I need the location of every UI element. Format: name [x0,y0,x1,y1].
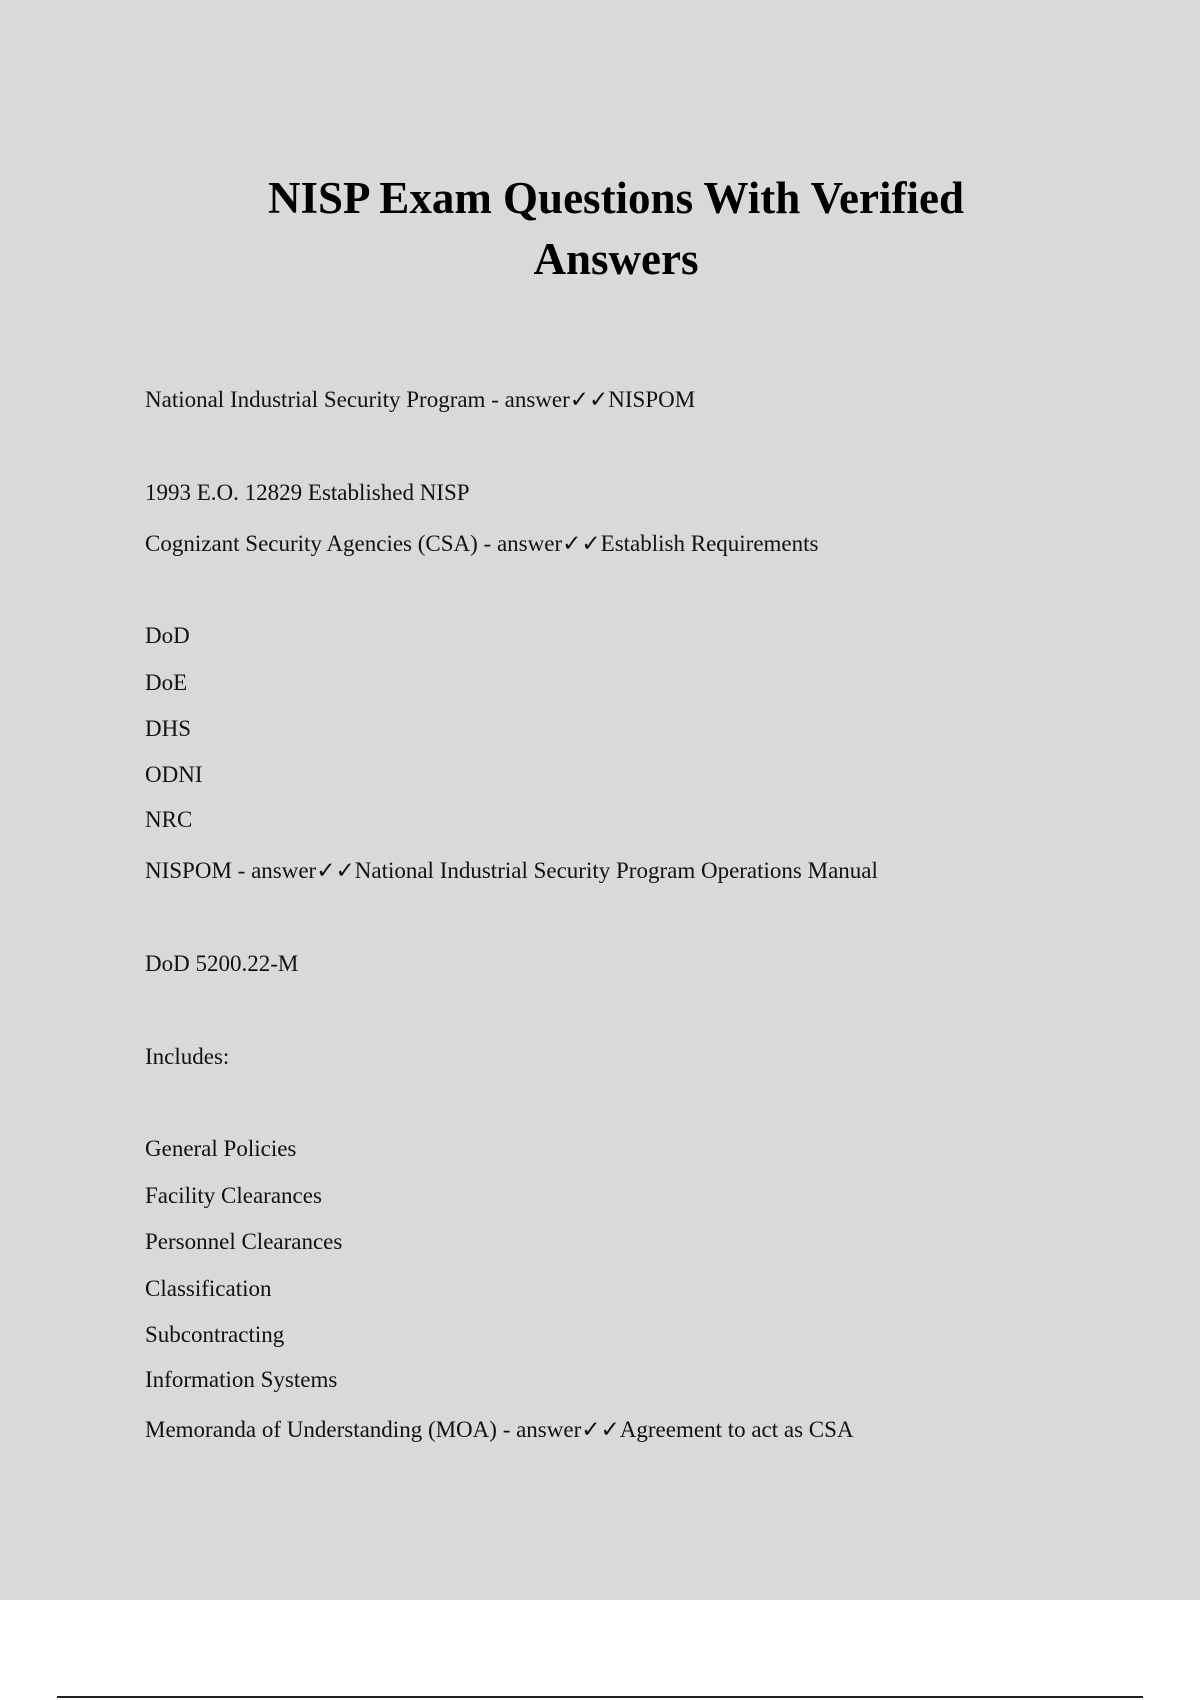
list-item-facility-clearances: Facility Clearances [145,1183,322,1208]
list-item-dhs: DHS [145,716,192,741]
list-item-personnel-clearances: Personnel Clearances [145,1229,343,1254]
qa-moa: Memoranda of Understanding (MOA) - answer✓✓Agreement to act as CSA [145,1417,854,1442]
text-line-includes: Includes: [145,1044,230,1069]
qa-nisp: National Industrial Security Program - answer✓✓NISPOM [145,387,696,412]
qa-nispom: NISPOM - answer✓✓National Industrial Security Program Operations Manual [145,858,878,883]
list-item-subcontracting: Subcontracting [145,1322,285,1347]
list-item-information-systems: Information Systems [145,1367,338,1392]
footer-divider [57,1696,1143,1698]
document-title [200,168,1032,290]
text-line-eo-12829: 1993 E.O. 12829 Established NISP [145,480,470,505]
list-item-odni: ODNI [145,762,203,787]
text-line-dod-5200: DoD 5200.22-M [145,951,299,976]
list-item-nrc: NRC [145,807,193,832]
list-item-classification: Classification [145,1276,272,1301]
qa-csa: Cognizant Security Agencies (CSA) - answer✓✓Establish Requirements [145,531,819,556]
list-item-doe: DoE [145,670,188,695]
title-line-1: NISP Exam Questions With Verified [268,173,964,223]
title-line-2: Answers [533,234,699,284]
list-item-general-policies: General Policies [145,1136,297,1161]
list-item-dod: DoD [145,623,190,648]
